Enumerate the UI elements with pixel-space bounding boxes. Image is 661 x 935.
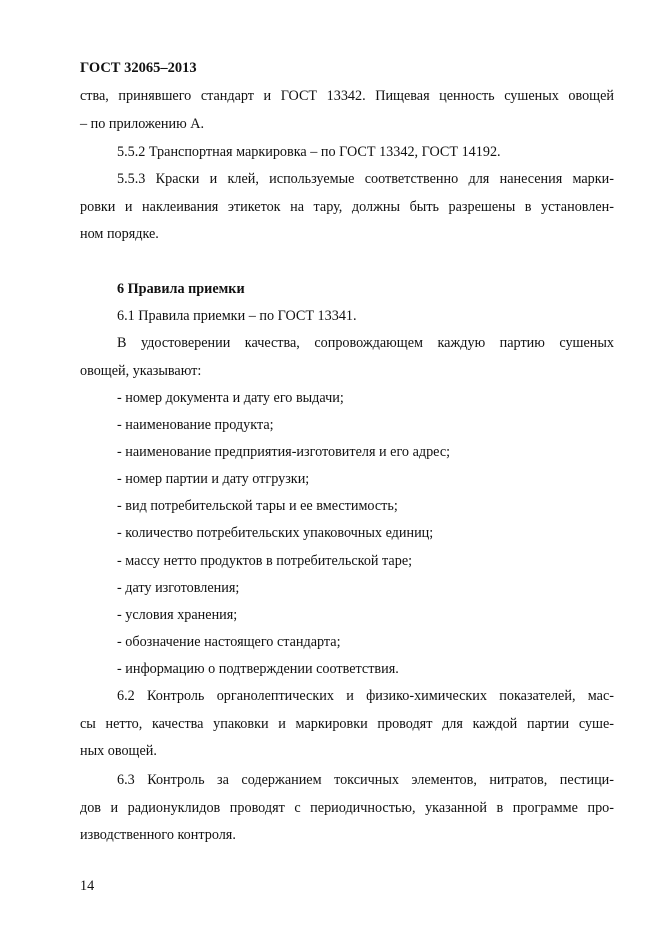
text-line: ства, принявшего стандарт и ГОСТ 13342. Пищевая ценность сушеных овощей — [80, 88, 614, 104]
text-line: ных овощей. — [80, 743, 157, 759]
list-item: - условия хранения; — [117, 607, 238, 623]
section-heading: 6 Правила приемки — [117, 281, 245, 297]
text-line: – по приложению А. — [80, 116, 205, 132]
list-item: - наименование предприятия-изготовителя и его адрес; — [117, 444, 451, 460]
list-item: - номер документа и дату его выдачи; — [117, 390, 344, 406]
list-item: - информацию о подтверждении соответствия. — [117, 661, 399, 677]
page-number: 14 — [80, 878, 95, 894]
text-line: ровки и наклеивания этикеток на тару, должны быть разрешены в установлен- — [80, 199, 614, 215]
list-item: - наименование продукта; — [117, 417, 274, 433]
list-item: - дату изготовления; — [117, 580, 240, 596]
text-line: ном порядке. — [80, 226, 159, 242]
text-line: изводственного контроля. — [80, 827, 236, 843]
list-item: - вид потребительской тары и ее вместимость; — [117, 498, 398, 514]
text-line: 6.3 Контроль за содержанием токсичных элементов, нитратов, пестици- — [117, 772, 614, 788]
list-item: - обозначение настоящего стандарта; — [117, 634, 341, 650]
text-line: В удостоверении качества, сопровождающем каждую партию сушеных — [117, 335, 614, 351]
text-line: 5.5.2 Транспортная маркировка – по ГОСТ 13342, ГОСТ 14192. — [117, 144, 501, 160]
text-line: 6.1 Правила приемки – по ГОСТ 13341. — [117, 308, 357, 324]
text-line: дов и радионуклидов проводят с периодичностью, указанной в программе про- — [80, 800, 614, 816]
text-line: 5.5.3 Краски и клей, используемые соответственно для нанесения марки- — [117, 171, 614, 187]
text-line: овощей, указывают: — [80, 363, 202, 379]
list-item: - количество потребительских упаковочных единиц; — [117, 525, 434, 541]
list-item: - массу нетто продуктов в потребительской таре; — [117, 553, 413, 569]
text-line: 6.2 Контроль органолептических и физико-химических показателей, мас- — [117, 688, 614, 704]
list-item: - номер партии и дату отгрузки; — [117, 471, 310, 487]
text-line: сы нетто, качества упаковки и маркировки проводят для каждой партии суше- — [80, 716, 614, 732]
document-header: ГОСТ 32065–2013 — [80, 60, 197, 76]
